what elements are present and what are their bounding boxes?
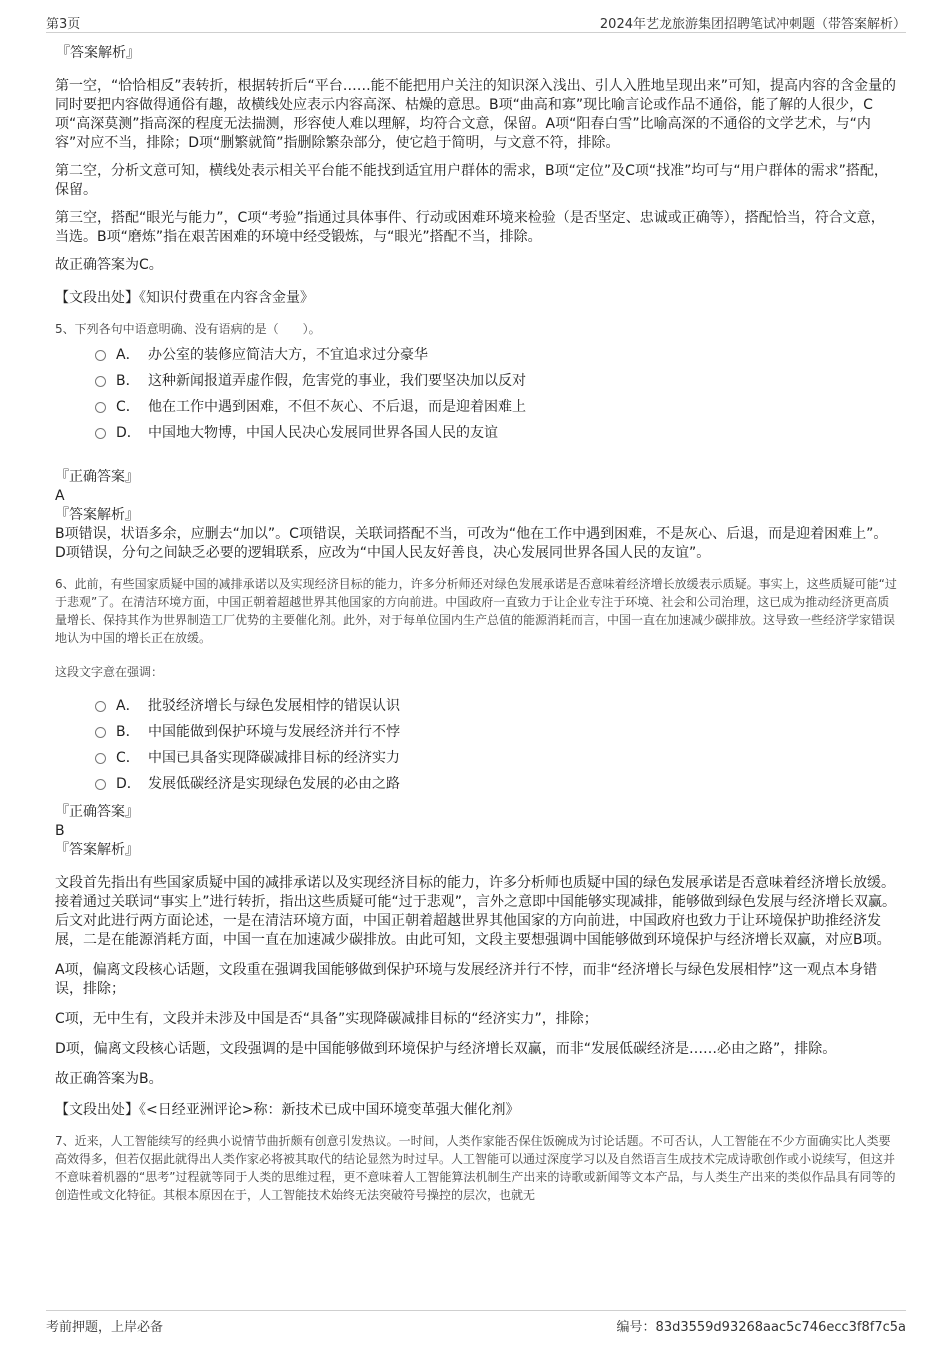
analysis-paragraph: 第二空，分析文意可知，横线处表示相关平台能不能找到适宜用户群体的需求，B项“定位”及C项“找准”均可与“用户群体的需求”搭配，保留。 <box>55 163 888 198</box>
document-title: 2024年艺龙旅游集团招聘笔试冲刺题（带答案解析） <box>599 17 906 32</box>
option-letter: C． <box>116 750 140 766</box>
option-letter: C． <box>116 399 140 415</box>
radio-icon[interactable] <box>95 376 106 387</box>
code-value: 83d3559d93268aac5c746ecc3f8f7c5a <box>655 1320 906 1335</box>
analysis-tag: 『答案解析』 <box>55 507 139 523</box>
source-citation: 【文段出处】《知识付费重在内容含金量》 <box>55 290 314 306</box>
radio-icon[interactable] <box>95 727 106 738</box>
option-d[interactable] <box>95 771 897 797</box>
analysis-tag: 『答案解析』 <box>55 842 139 858</box>
page-number: 第3页 <box>46 17 81 32</box>
analysis-paragraph: B项错误，状语多余，应删去“加以”。C项错误，关联词搭配不当，可改为“他在工作中遇到困难，不是灰心、后退，而是迎着困难上”。D项错误，分句之间缺乏必要的逻辑联系，应改为“中国人民友好善良，决心发展同世界各国人民的友谊”。 <box>55 526 888 561</box>
option-b[interactable] <box>95 368 897 394</box>
page-footer <box>46 1310 906 1335</box>
option-letter: D． <box>116 425 141 441</box>
document-body <box>55 44 897 1204</box>
option-letter: A． <box>116 347 140 363</box>
answer-conclusion: 故正确答案为B。 <box>55 1071 163 1087</box>
correct-answer: B <box>55 823 65 839</box>
option-letter: D． <box>116 776 141 792</box>
question-prompt: 这段文字意在强调： <box>55 665 164 679</box>
option-text: 他在工作中遇到困难，不但不灰心、不后退，而是迎着困难上 <box>148 399 526 415</box>
option-text: 批驳经济增长与绿色发展相悖的错误认识 <box>148 698 400 714</box>
option-text: 中国能做到保护环境与发展经济并行不悖 <box>148 724 400 740</box>
document-code <box>617 1316 906 1335</box>
option-a[interactable] <box>95 693 897 719</box>
option-letter: B． <box>116 724 140 740</box>
option-letter: B． <box>116 373 140 389</box>
analysis-paragraph: 第一空，“恰恰相反”表转折，根据转折后“平台……能不能把用户关注的知识深入浅出、引人入胜地呈现出来”可知，提高内容的含金量的同时要把内容做得通俗有趣，故横线处应表示内容高深、枯燥的意思。B项“曲高和寡”现比喻言论或作品不通俗，能了解的人很少，C项“高深莫测”指高深的程度无法揣测，形容使人难以理解，均符合文意，保留。A项“阳春白雪”比喻高深的不通俗的文学艺术，与“内容”对应不当，排除；D项“删繁就简”指删除繁杂部分，使它趋于简明，与文意不符，排除。 <box>55 78 897 151</box>
footer-slogan: 考前押题，上岸必备 <box>46 1320 164 1335</box>
option-text: 这种新闻报道弄虚作假，危害党的事业，我们要坚决加以反对 <box>148 373 526 389</box>
option-c[interactable] <box>95 745 897 771</box>
option-text: 中国地大物博，中国人民决心发展同世界各国人民的友谊 <box>148 425 498 441</box>
page-header <box>46 10 906 33</box>
question-stem: 6、此前，有些国家质疑中国的减排承诺以及实现经济目标的能力，许多分析师还对绿色发展承诺是否意味着经济增长放缓表示质疑。事实上，这些质疑可能“过于悲观”了。在清洁环境方面，中国正朝着超越世界其他国家的方向前进。中国政府一直致力于让企业专注于环境、社会和公司治理，这已成为推动经济更高质量增长、保持其作为世界制造工厂优势的主要催化剂。此外，对于每单位国内生产总值的能源消耗而言，中国一直在加速减少碳排放。这导致一些经济学家错误地认为中国的增长正在放缓。 <box>55 577 897 645</box>
option-text: 发展低碳经济是实现绿色发展的必由之路 <box>148 776 400 792</box>
option-text: 中国已具备实现降碳减排目标的经济实力 <box>148 750 400 766</box>
analysis-tag: 『答案解析』 <box>56 45 140 61</box>
option-list <box>55 342 897 446</box>
analysis-paragraph: C项，无中生有，文段并未涉及中国是否“具备”实现降碳减排目标的“经济实力”，排除； <box>55 1011 598 1027</box>
radio-icon[interactable] <box>95 428 106 439</box>
analysis-paragraph: D项，偏离文段核心话题，文段强调的是中国能够做到环境保护与经济增长双赢，而非“发展低碳经济是……必由之路”，排除。 <box>55 1041 837 1057</box>
code-label: 编号： <box>616 1320 656 1335</box>
radio-icon[interactable] <box>95 753 106 764</box>
option-c[interactable] <box>95 394 897 420</box>
radio-icon[interactable] <box>95 402 106 413</box>
option-list <box>55 693 897 797</box>
source-citation: 【文段出处】《<日经亚洲评论>称：新技术已成中国环境变革强大催化剂》 <box>55 1102 520 1118</box>
correct-answer-tag: 『正确答案』 <box>55 804 139 820</box>
option-d[interactable] <box>95 420 897 446</box>
analysis-paragraph: 文段首先指出有些国家质疑中国的减排承诺以及实现经济目标的能力，许多分析师也质疑中国的绿色发展承诺是否意味着经济增长放缓。接着通过关联词“事实上”进行转折，指出这些质疑可能“过于悲观”，言外之意即中国能够实现减排，能够做到绿色发展与经济增长双赢。后文对此进行两方面论述，一是在清洁环境方面，中国正朝着超越世界其他国家的方向前进，中国政府也致力于让环境保护助推经济发展，二是在能源消耗方面，中国一直在加速减少碳排放。由此可知，文段主要想强调中国能够做到环境保护与经济增长双赢，对应B项。 <box>55 875 897 948</box>
correct-answer: A <box>55 488 65 504</box>
radio-icon[interactable] <box>95 350 106 361</box>
question-stem: 7、近来，人工智能续写的经典小说情节曲折颇有创意引发热议。一时间，人类作家能否保住饭碗成为讨论话题。不可否认，人工智能在不少方面确实比人类要高效得多，但若仅据此就得出人类作家必将被其取代的结论显然为时过早。人工智能可以通过深度学习以及自然语言生成技术完成诗歌创作或小说续写，但这并不意味着机器的“思考”过程就等同于人类的思维过程，更不意味着人工智能算法机制生产出来的诗歌或新闻等文本产品，与人类生产出来的类似作品具有同等的创造性或文化特征。其根本原因在于，人工智能技术始终无法突破符号操控的层次，也就无 <box>55 1134 896 1202</box>
analysis-paragraph: A项，偏离文段核心话题，文段重在强调我国能够做到保护环境与发展经济并行不悖，而非“经济增长与绿色发展相悖”这一观点本身错误，排除； <box>55 962 878 997</box>
radio-icon[interactable] <box>95 701 106 712</box>
correct-answer-tag: 『正确答案』 <box>55 469 139 485</box>
answer-conclusion: 故正确答案为C。 <box>55 257 163 273</box>
question-stem: 5、下列各句中语意明确、没有语病的是（ ）。 <box>55 322 321 336</box>
analysis-paragraph: 第三空，搭配“眼光与能力”，C项“考验”指通过具体事件、行动或困难环境来检验（是否坚定、忠诚或正确等），搭配恰当，符合文意，当选。B项“磨炼”指在艰苦困难的环境中经受锻炼，与“眼光”搭配不当，排除。 <box>55 210 885 245</box>
option-letter: A． <box>116 698 140 714</box>
option-text: 办公室的装修应简洁大方，不宜追求过分豪华 <box>148 347 428 363</box>
option-b[interactable] <box>95 719 897 745</box>
option-a[interactable] <box>95 342 897 368</box>
radio-icon[interactable] <box>95 779 106 790</box>
